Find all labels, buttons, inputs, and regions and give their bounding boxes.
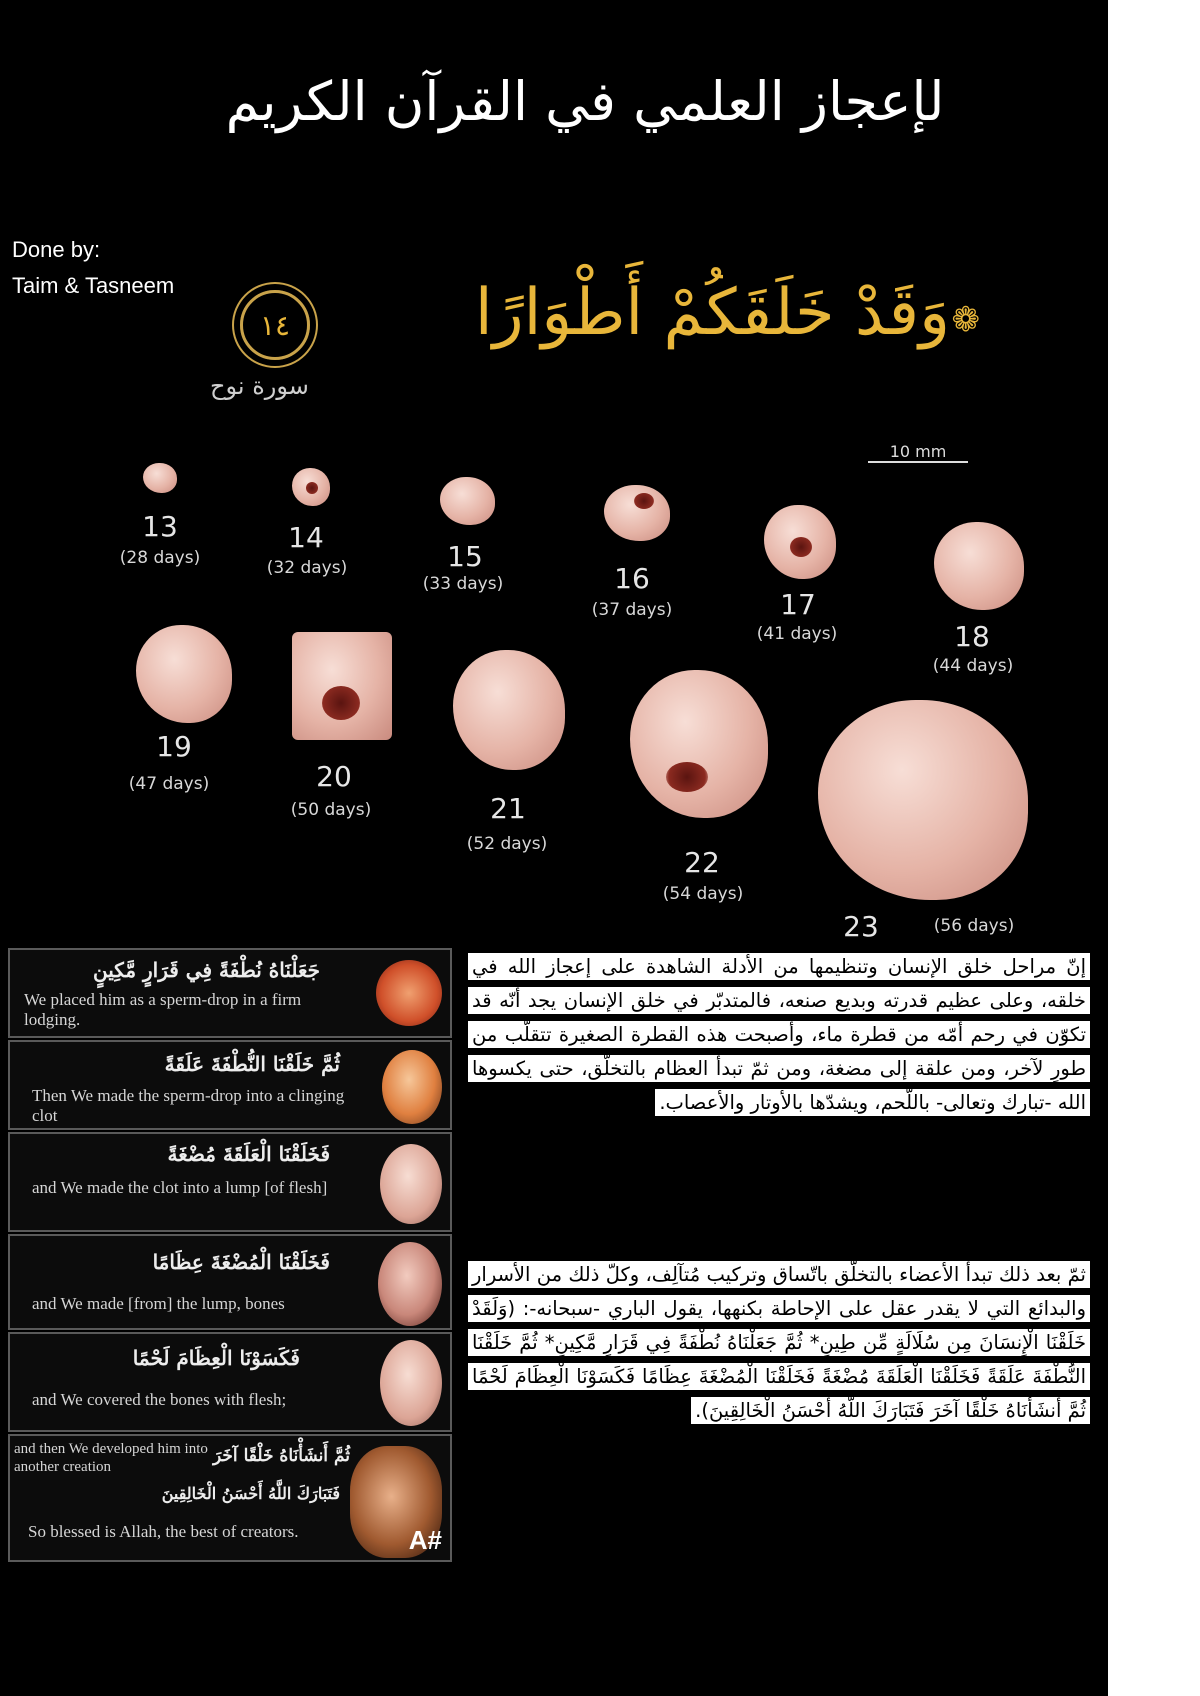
stage-days-22: (54 days) [662, 884, 744, 904]
embryo-image-20 [292, 632, 392, 740]
panel-english-text: We placed him as a sperm-drop in a firm lodging. [24, 990, 302, 1029]
credits-authors: Taim & Tasneem [12, 273, 175, 298]
stage-number-21: 21 [490, 792, 526, 825]
stage-days-17: (41 days) [756, 624, 838, 644]
paragraph-stages-text: إنّ مراحل خلق الإنسان وتنظيمها من الأدلة الشاهدة على إعجاز الله في خلقه، وعلى عظيم قدرته وبديع صنعه، فالمتدبّر في خلق الإنسان يجد أنّه قد تكوّن في رحم أمّه من قطرة ماء، وأصبحت هذه القطرة الصغيرة تتقلّب من طورٍ لآخر، ومن علقة إلى مضغة، ومن ثمّ تبدأ العظام بالتخلّق، حتى يكسوها الله -تبارك وتعالى- باللّحم، ويشدّها بالأوتار والأعصاب. [468, 953, 1090, 1116]
stage-number-20: 20 [316, 760, 352, 793]
stage-days-20: (50 days) [290, 800, 372, 820]
embryo-image-19 [136, 625, 232, 723]
panel-english-text: and We made the clot into a lump [of flesh] [32, 1178, 328, 1197]
embryo-image-16 [604, 485, 670, 541]
stage-number-19: 19 [156, 730, 192, 763]
verse-calligraphy [240, 276, 980, 362]
stage-days-13: (28 days) [119, 548, 201, 568]
stage-days-18: (44 days) [932, 656, 1014, 676]
scale-line [868, 461, 968, 463]
lump-image [380, 1144, 442, 1224]
credits [12, 232, 174, 304]
panel-arabic-text: ثُمَّ خَلَقْنَا النُّطْفَةَ عَلَقَةً [164, 1052, 340, 1076]
stage-number-22: 22 [684, 846, 720, 879]
stage-days-21: (52 days) [466, 834, 548, 854]
verse-text: وَقَدْ خَلَقَكُمْ أَطْوَارًا [474, 276, 950, 350]
panel-english-text: and We covered the bones with flesh; [32, 1390, 287, 1409]
stage-number-16: 16 [614, 562, 650, 595]
embryo-image-17 [764, 505, 836, 579]
watermark-badge: A# [408, 1525, 442, 1555]
stage-days-15: (33 days) [422, 574, 504, 594]
panel-arabic-text: جَعَلْنَاهُ نُطْفَةً فِي قَرَارٍ مَّكِينٍ [93, 958, 320, 982]
stage-days-19: (47 days) [128, 774, 210, 794]
page-title: لإعجاز العلمي في القرآن الكريم [225, 70, 945, 133]
embryo-image-15 [440, 477, 495, 525]
embryo-image-18 [934, 522, 1024, 610]
paragraph-verse-text: ثمّ بعد ذلك تبدأ الأعضاء بالتخلّق باتّساق وتركيب مُتآلِف، وكلّ ذلك من الأسرار والبدائع التي لا يقدر عقل على الإحاطة بكنهها، يقول الباري -سبحانه-: (وَلَقَدْ خَلَقْنَا الْإِنسَانَ مِن سُلَالَةٍ مِّن طِينٍ* ثُمَّ جَعَلْنَاهُ نُطْفَةً فِي قَرَارٍ مَّكِينٍ* ثُمَّ خَلَقْنَا النُّطْفَةَ عَلَقَةً فَخَلَقْنَا الْعَلَقَةَ مُضْغَةً فَخَلَقْنَا الْمُضْغَةَ عِظَامًا فَكَسَوْنَا الْعِظَامَ لَحْمًا ثُمَّ أَنشَأْنَاهُ خَلْقًا آخَرَ فَتَبَارَكَ اللَّهُ أَحْسَنُ الْخَالِقِينَ). [468, 1261, 1090, 1424]
stage-days-16: (37 days) [591, 600, 673, 620]
bones-stage-image [378, 1242, 442, 1326]
verse-panel-clinging-clot [8, 1040, 452, 1130]
stage-number-17: 17 [780, 588, 816, 621]
verse-panel-bones [8, 1234, 452, 1330]
ornament-icon: ❁ [951, 300, 980, 340]
panel-arabic-text: فَخَلَقْنَا الْعَلَقَةَ مُضْغَةً [167, 1142, 330, 1166]
panel-english-text-2: So blessed is Allah, the best of creators. [28, 1522, 299, 1541]
stage-number-13: 13 [142, 510, 178, 543]
paragraph-stages [468, 950, 1090, 1120]
panel-arabic-text: ثُمَّ أَنشَأْنَاهُ خَلْقًا آخَرَ [213, 1446, 350, 1466]
flesh-stage-image [380, 1340, 442, 1426]
panel-english-text: Then We made the sperm-drop into a clinging clot [32, 1086, 345, 1125]
surah-name: سورة نوح [210, 372, 309, 400]
ayah-number-medallion: ١٤ [240, 290, 310, 360]
scale-label: 10 mm [889, 442, 947, 461]
clot-image [382, 1050, 442, 1124]
stage-number-18: 18 [954, 620, 990, 653]
panel-arabic-text: فَخَلَقْنَا الْمُضْغَةَ عِظَامًا [152, 1250, 330, 1274]
embryo-image-23 [818, 700, 1028, 900]
verse-panel-sperm-drop [8, 948, 452, 1038]
embryo-image-21 [453, 650, 565, 770]
panel-arabic-text-2: فَتَبَارَكَ اللَّهُ أَحْسَنُ الْخَالِقِينَ [161, 1484, 340, 1503]
panel-arabic-text: فَكَسَوْنَا الْعِظَامَ لَحْمًا [132, 1346, 300, 1370]
zygote-image [376, 960, 442, 1026]
stage-number-14: 14 [288, 521, 324, 554]
verse-panel-flesh [8, 1332, 452, 1432]
embryo-image-14 [292, 468, 330, 506]
stage-number-15: 15 [447, 540, 483, 573]
embryo-image-13 [143, 463, 177, 493]
embryo-image-22 [630, 670, 768, 818]
panel-english-text: and We made [from] the lump, bones [32, 1294, 285, 1313]
verse-panel-creation [8, 1434, 452, 1562]
stage-days-23: (56 days) [933, 916, 1015, 936]
stage-number-23: 23 [843, 910, 879, 943]
credits-label: Done by: [12, 237, 101, 262]
panel-english-text: and then We developed him into another creation [14, 1441, 208, 1475]
verse-panel-lump [8, 1132, 452, 1232]
stage-days-14: (32 days) [266, 558, 348, 578]
paragraph-verse-quote [468, 1258, 1090, 1428]
